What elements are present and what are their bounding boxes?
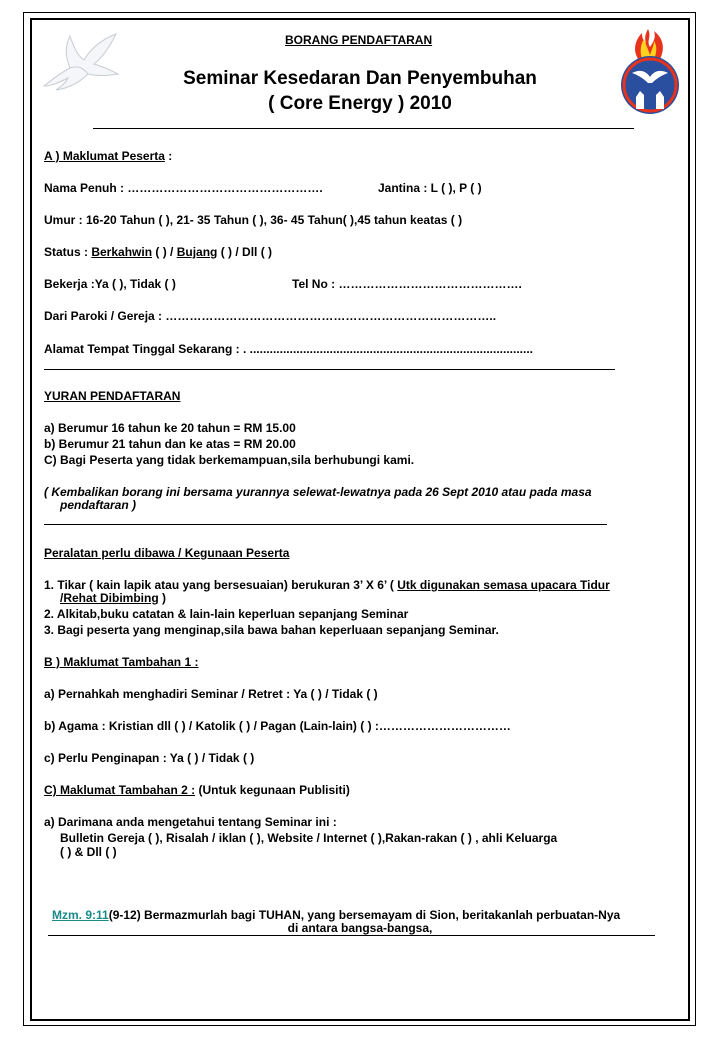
tel-no-field[interactable]: Tel No : ………………………………………. (292, 277, 522, 291)
yuran-item-c: C) Bagi Peserta yang tidak berkemampuan,sila berhubungi kami. (44, 453, 415, 467)
return-note-line2: pendaftaran ) (60, 498, 137, 512)
section-a-heading: A ) Maklumat Peserta : (44, 149, 173, 163)
title-divider (93, 128, 634, 129)
verse-divider (48, 935, 655, 936)
verse-reference-link[interactable]: Mzm. 9:11 (52, 908, 109, 922)
yuran-heading: YURAN PENDAFTARAN (44, 389, 181, 403)
source-options-line2[interactable]: ( ) & Dll ( ) (60, 845, 117, 859)
darimana-question: a) Darimana anda mengetahui tentang Seminar ini : (44, 815, 337, 829)
nama-penuh-field[interactable]: Nama Penuh : …………………………………………. (44, 181, 323, 195)
peralatan-item-2: 2. Alkitab,buku catatan & lain-lain keperluan sepanjang Seminar (44, 607, 409, 621)
seminar-retret-field[interactable]: a) Pernahkah menghadiri Seminar / Retret : Ya ( ) / Tidak ( ) (44, 687, 378, 701)
form-title: BORANG PENDAFTARAN (285, 33, 433, 47)
agama-field[interactable]: b) Agama : Kristian dll ( ) / Katolik ( ) / Pagan (Lain-lain) ( ) :…………………………… (44, 719, 511, 733)
seminar-title-line1: Seminar Kesedaran Dan Penyembuhan (183, 68, 537, 89)
return-note-line1: ( Kembalikan borang ini bersama yurannya selewat-lewatnya pada 26 Sept 2010 atau pada masa (44, 485, 592, 499)
section-a-divider (44, 369, 615, 370)
section-c2-heading: C) Maklumat Tambahan 2 : (Untuk kegunaan Publisiti) (44, 783, 350, 797)
verse-line2: di antara bangsa-bangsa, (287, 921, 433, 935)
jantina-field[interactable]: Jantina : L ( ), P ( ) (378, 181, 482, 195)
peralatan-item-3: 3. Bagi peserta yang menginap,sila bawa bahan keperluaan sepanjang Seminar. (44, 623, 499, 637)
section-b1-heading: B ) Maklumat Tambahan 1 : (44, 655, 199, 669)
peralatan-heading: Peralatan perlu dibawa / Kegunaan Peserta (44, 546, 290, 560)
alamat-field[interactable]: Alamat Tempat Tinggal Sekarang : . ..................................................................................... (44, 342, 533, 356)
umur-field[interactable]: Umur : 16-20 Tahun ( ), 21- 35 Tahun ( ), 36- 45 Tahun( ),45 tahun keatas ( ) (44, 213, 463, 227)
verse-line1: Mzm. 9:11(9-12) Bermazmurlah bagi TUHAN, yang bersemayam di Sion, beritakanlah perbuatan-Nya (52, 908, 621, 922)
page-inner-border (30, 18, 690, 1021)
paroki-field[interactable]: Dari Paroki / Gereja : ……………………………………………………………………….. (44, 309, 497, 323)
peralatan-item-1-cont: /Rehat Dibimbing ) (60, 591, 167, 605)
seminar-title-line2: ( Core Energy ) 2010 (268, 93, 452, 114)
peralatan-item-1: 1. Tikar ( kain lapik atau yang bersesuaian) berukuran 3’ X 6’ ( Utk digunakan semasa upacara Tidur (44, 578, 610, 592)
bekerja-field[interactable]: Bekerja :Ya ( ), Tidak ( ) (44, 277, 176, 291)
source-options-line1[interactable]: Bulletin Gereja ( ), Risalah / iklan ( ), Website / Internet ( ),Rakan-rakan ( ) , ahli Keluarga (60, 831, 558, 845)
penginapan-field[interactable]: c) Perlu Penginapan : Ya ( ) / Tidak ( ) (44, 751, 255, 765)
status-field[interactable]: Status : Berkahwin ( ) / Bujang ( ) / Dll ( ) (44, 245, 273, 259)
yuran-item-a: a) Berumur 16 tahun ke 20 tahun = RM 15.00 (44, 421, 296, 435)
yuran-item-b: b) Berumur 21 tahun dan ke atas = RM 20.00 (44, 437, 296, 451)
yuran-divider (44, 524, 607, 525)
